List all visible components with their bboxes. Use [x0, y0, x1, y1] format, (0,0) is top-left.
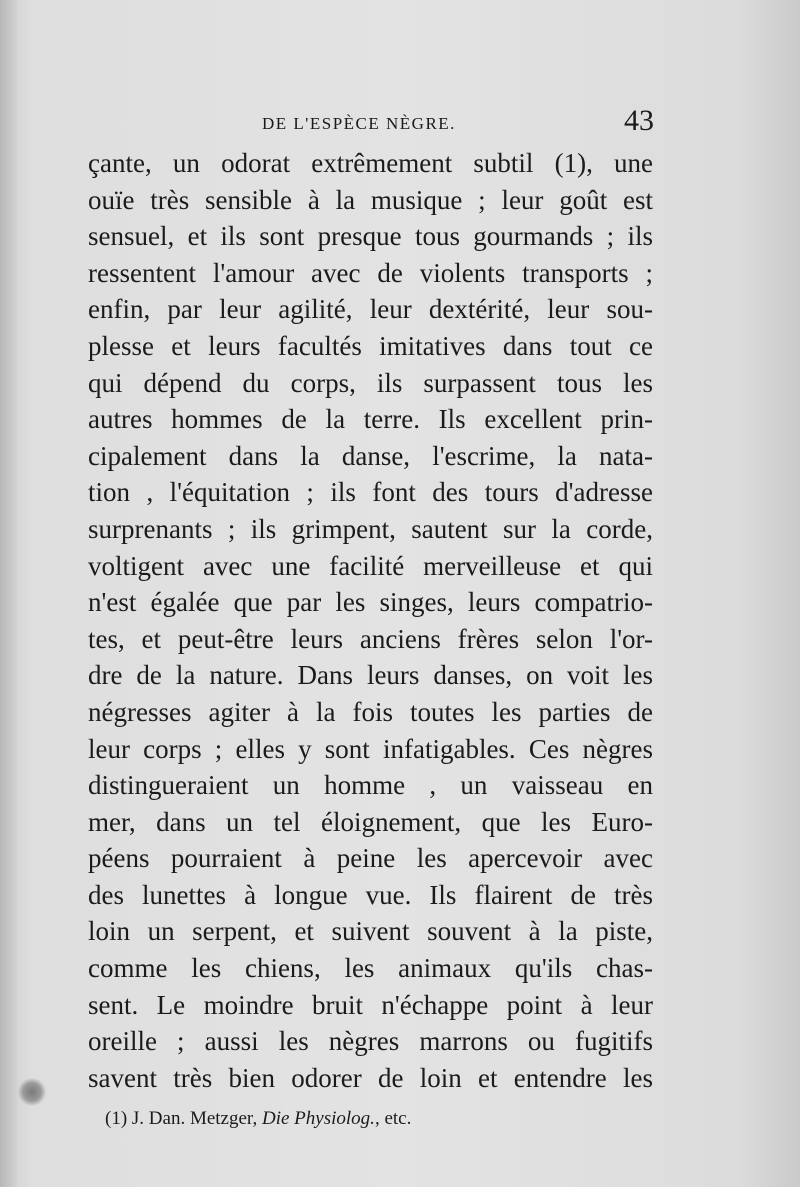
text-line: distingueraient un homme , un vaisseau en — [88, 770, 653, 801]
text-line: çante, un odorat extrêmement subtil (1), une — [88, 148, 653, 178]
text-line: autres hommes de la terre. Ils excellent prin- — [88, 404, 653, 435]
page-binding-edge — [0, 0, 18, 1187]
text-line: péens pourraient à peine les apercevoir avec — [88, 843, 653, 874]
running-head: DE L'ESPÈCE NÈGRE. — [262, 114, 456, 133]
text-line: enfin, par leur agilité, leur dextérité, leur sou- — [88, 294, 653, 325]
footnote — [105, 1108, 411, 1130]
text-line: ouïe très sensible à la musique ; leur goût est — [88, 184, 653, 215]
text-line: plesse et leurs facultés imitatives dans tout ce — [88, 330, 653, 361]
text-line: n'est égalée que par les singes, leurs compatrio- — [88, 587, 653, 618]
text-line: sensuel, et ils sont presque tous gourmands ; ils — [88, 221, 653, 252]
page-header — [90, 104, 654, 144]
body-text — [88, 145, 653, 1096]
ink-smudge — [18, 1078, 46, 1106]
text-line: oreille ; aussi les nègres marrons ou fugitifs — [88, 1026, 653, 1057]
footnote-suffix: , etc. — [374, 1108, 412, 1129]
text-line: comme les chiens, les animaux qu'ils chas- — [88, 953, 653, 984]
footnote-title: Die Physiolog. — [262, 1108, 375, 1129]
text-line: mer, dans un tel éloignement, que les Euro- — [88, 806, 653, 837]
text-line: cipalement dans la danse, l'escrime, la nata- — [88, 440, 653, 471]
text-line: des lunettes à longue vue. Ils flairent de très — [88, 879, 653, 910]
text-line: négresses agiter à la fois toutes les parties de — [88, 696, 653, 727]
footnote-author: J. Dan. Metzger, — [131, 1108, 258, 1129]
text-line: sent. Le moindre bruit n'échappe point à leur — [88, 989, 653, 1020]
text-line: voltigent avec une facilité merveilleuse et qui — [88, 550, 653, 581]
text-line: tes, et peut-être leurs anciens frères selon l'or- — [88, 623, 653, 654]
page-number: 43 — [624, 104, 654, 137]
text-line: leur corps ; elles y sont infatigables. Ces nègres — [88, 733, 653, 764]
footnote-marker: (1) — [105, 1108, 128, 1129]
text-line: surprenants ; ils grimpent, sautent sur la corde, — [88, 513, 653, 544]
text-line: dre de la nature. Dans leurs danses, on voit les — [88, 660, 653, 691]
text-line: ressentent l'amour avec de violents transports ; — [88, 257, 653, 288]
text-line: tion , l'équitation ; ils font des tours d'adresse — [88, 477, 653, 508]
text-line: loin un serpent, et suivent souvent à la piste, — [88, 916, 653, 947]
text-line: qui dépend du corps, ils surpassent tous les — [88, 367, 653, 398]
text-line: savent très bien odorer de loin et entendre les — [88, 1062, 653, 1093]
